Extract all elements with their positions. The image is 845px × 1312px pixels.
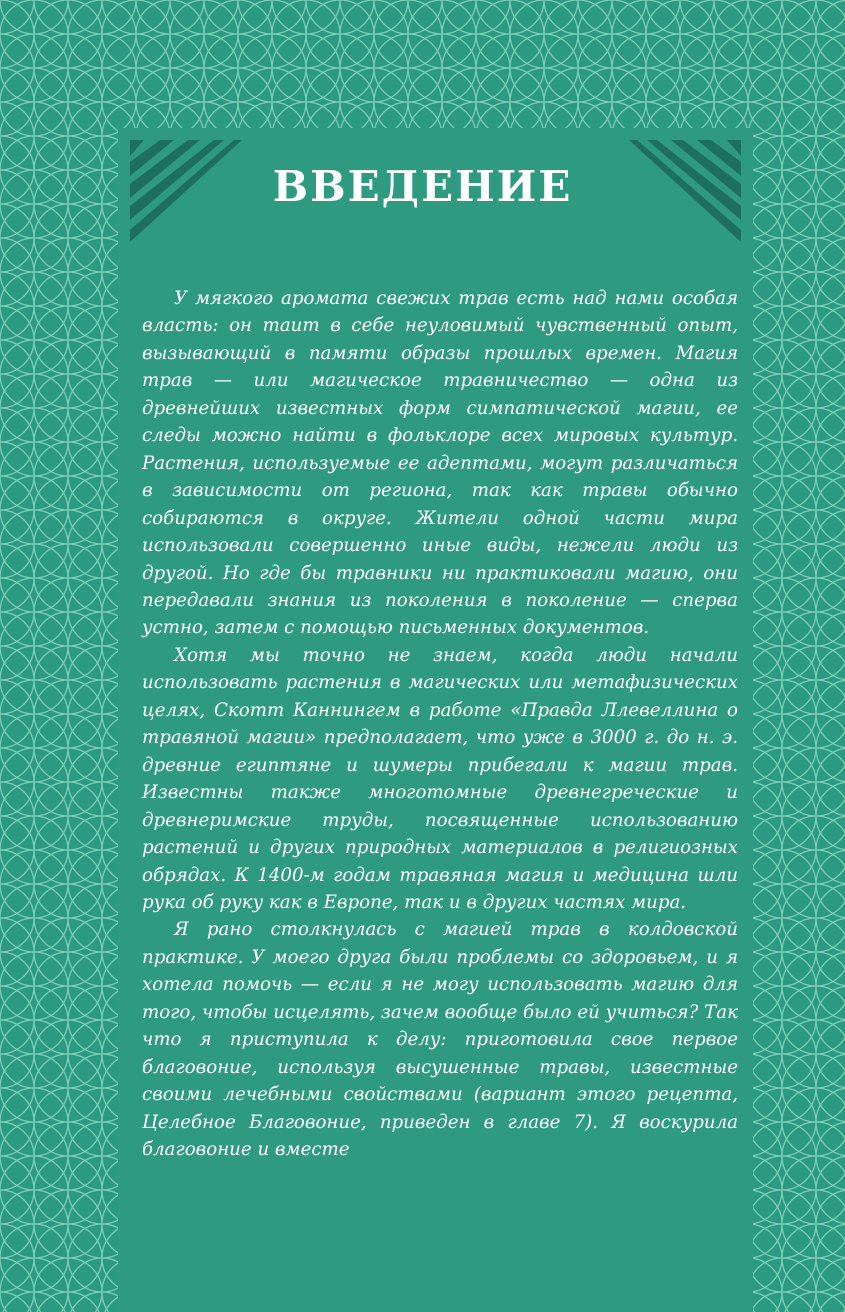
chapter-body [142,285,738,1164]
paragraph-3: Я рано столкнулась с магией трав в колдовской практике. У моего друга были проблемы со здоровьем, и я хотела помочь — если я не могу использовать магию для того, чтобы исцелять, зачем вообще было ей учиться? Так что я приступила к делу: приготовила свое первое благовоние, используя высушенные травы, известные своими лечебными свойствами (вариант этого рецепта, Целебное Благовоние, приведен в главе 7). Я воскурила благовоние и вместе [142,919,738,1161]
chapter-title: ВВЕДЕНИЕ [272,162,573,211]
paragraph-1: У мягкого аромата свежих трав есть над нами особая власть: он таит в себе неуловимый чувственный опыт, вызывающий в памяти образы прошлых времен. Магия трав — или магическое травничество — одна из древнейших известных форм симпатической магии, ее следы можно найти в фольклоре всех мировых культур. Растения, используемые ее адептами, могут различаться в зависимости от региона, так как травы обычно собираются в округе. Жители одной части мира использовали совершенно иные виды, нежели люди из другой. Но где бы травники ни практиковали магию, они передавали знания из поколения в поколение — сперва устно, затем с помощью письменных документов. [142,288,738,639]
paragraph-2: Хотя мы точно не знаем, когда люди начали использовать растения в магических или метафизических целях, Скотт Каннингем в работе «Правда Ллевеллина о травяной магии» предполагает, что уже в 3000 г. до н. э. древние египтяне и шумеры прибегали к магии трав. Известны также многотомные древнегреческие и древнеримские труды, посвященные использованию растений и других природных материалов в религиозных обрядах. К 1400-м годам травяная магия и медицина шли рука об руку как в Европе, так и в других частях мира. [142,644,738,913]
